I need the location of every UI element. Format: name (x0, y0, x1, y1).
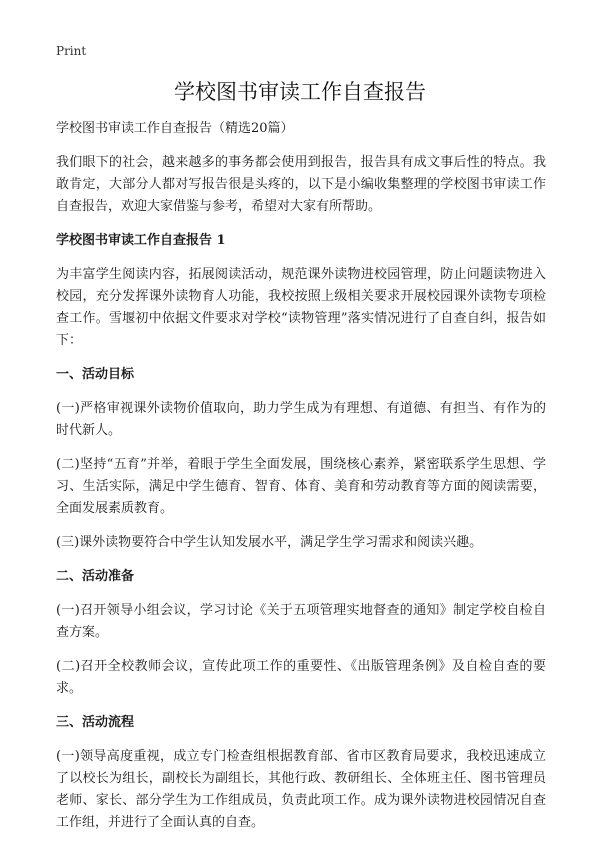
heading-activity-goals: 一、活动目标 (56, 367, 135, 382)
section-heading: 学校图书审读工作自查报告 1 (56, 233, 226, 248)
document-subtitle: 学校图书审读工作自查报告（精选20篇） (56, 121, 294, 136)
goal-paragraph-3: (三)课外读物要符合中学生认知发展水平，满足学生学习需求和阅读兴趣。 (56, 535, 483, 550)
prep-paragraph-2: (二)召开全校教师会议，宣传此项工作的重要性、《出版管理条例》及自检自查的要求。 (56, 659, 546, 696)
goal-paragraph-2: (二)坚持“五育”并举，着眼于学生全面发展，围绕核心素养，紧密联系学生思想、学习、生活实际，满足中学生德育、智育、体育、美育和劳动教育等方面的阅读需要，全面发展素质教育。 (56, 457, 546, 516)
document-body (56, 118, 546, 846)
heading-activity-preparation: 二、活动准备 (56, 569, 135, 584)
heading-activity-process: 三、活动流程 (56, 715, 135, 730)
intro-paragraph: 我们眼下的社会，越来越多的事务都会使用到报告，报告具有成文事后性的特点。我敢肯定，大部分人都对写报告很是头疼的，以下是小编收集整理的学校图书审读工作自查报告，欢迎大家借鉴与参考，希望对大家有所帮助。 (56, 155, 546, 214)
goal-paragraph-1: (一)严格审视课外读物价值取向，助力学生成为有理想、有道德、有担当、有作为的时代新人。 (56, 401, 546, 438)
print-link[interactable]: Print (56, 44, 87, 58)
flow-paragraph-1: (一)领导高度重视，成立专门检查组根据教育部、省市区教育局要求，我校迅速成立了以校长为组长，副校长为副组长，其他行政、教研组长、全体班主任、图书管理员老师、家长、部分学生为工作组成员，负责此项工作。成为课外读物进校园情况自查工作组，并进行了全面认真的自查。 (56, 749, 546, 830)
prep-paragraph-1: (一)召开领导小组会议，学习讨论《关于五项管理实地督查的通知》制定学校自检自查方案。 (56, 603, 546, 640)
section-intro-paragraph: 为丰富学生阅读内容，拓展阅读活动，规范课外读物进校园管理，防止问题读物进入校园，充分发挥课外读物育人功能，我校按照上级相关要求开展校园课外读物专项检查工作。雪堰初中依据文件要求对学校“读物管理”落实情况进行了自查自纠，报告如下： (56, 267, 546, 348)
page-title: 学校图书审读工作自查报告 (174, 80, 426, 104)
